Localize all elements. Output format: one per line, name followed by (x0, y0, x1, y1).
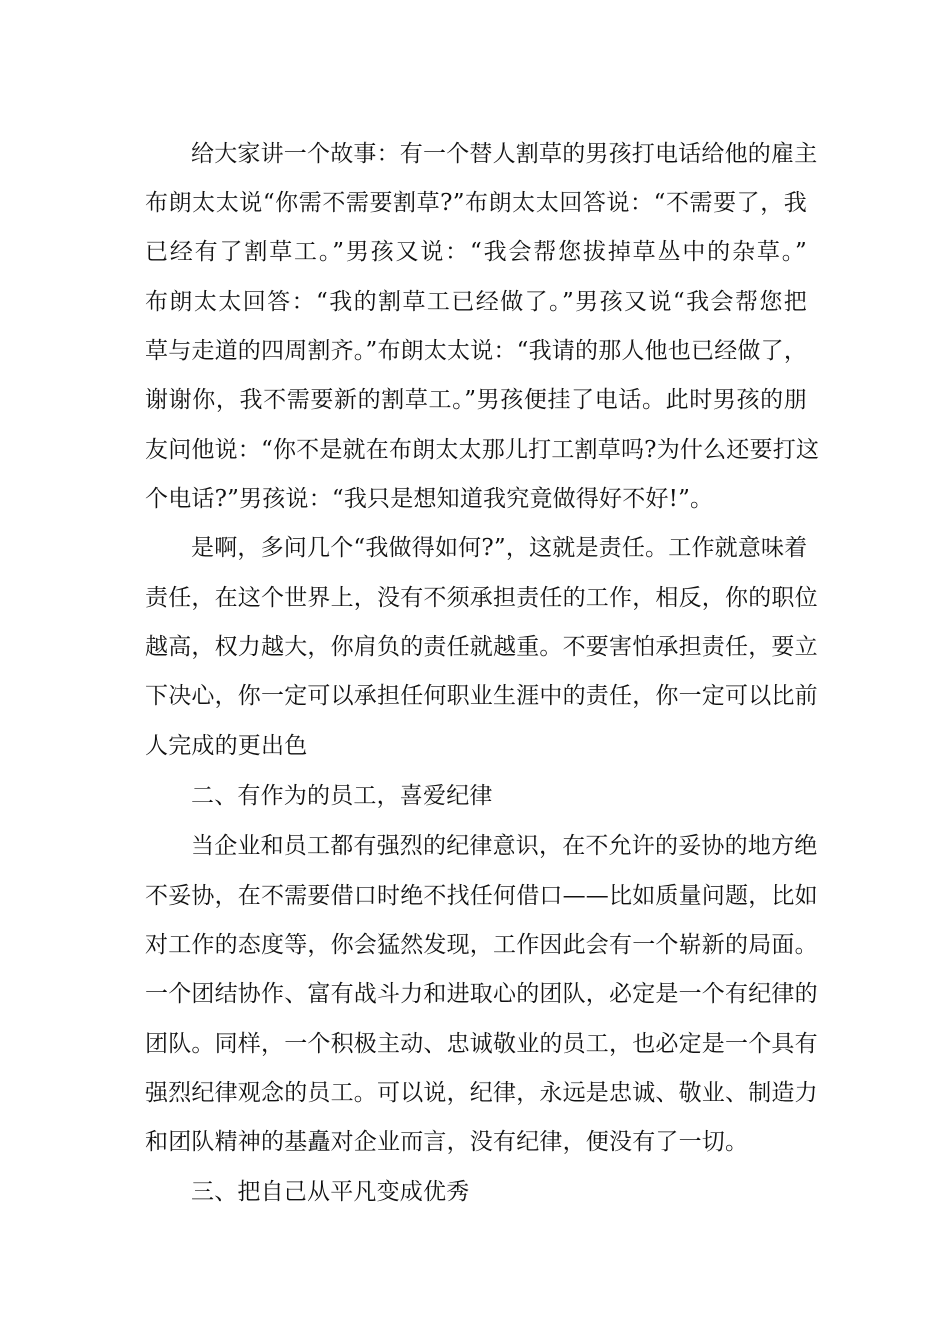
section-heading: 二、有作为的员工，喜爱纪律 (191, 783, 493, 809)
text-line: 布朗太太回答：“我的割草工已经做了。”男孩又说“我会帮您把 (145, 289, 807, 315)
text-line: 人完成的更出色 (145, 733, 308, 759)
text-line: 个电话?”男孩说：“我只是想知道我究竟做得好不好!”。 (145, 486, 714, 512)
text-line: 责任，在这个世界上，没有不须承担责任的工作，相反，你的职位 (145, 585, 818, 611)
text-line: 谢谢你，我不需要新的割草工。”男孩便挂了电话。此时男孩的朋 (145, 387, 807, 413)
text-line: 草与走道的四周割齐。”布朗太太说：“我请的那人他也已经做了， (145, 338, 808, 364)
text-line: 是啊，多问几个“我做得如何?”，这就是责任。工作就意味着 (191, 535, 808, 561)
text-line: 当企业和员工都有强烈的纪律意识，在不允许的妥协的地方绝 (191, 833, 818, 859)
text-line: 布朗太太说“你需不需要割草?”布朗太太回答说：“不需要了，我 (145, 190, 807, 216)
text-line: 和团队精神的基矗对企业而言，没有纪律，便没有了一切。 (145, 1129, 749, 1155)
text-line: 友问他说：“你不是就在布朗太太那儿打工割草吗?为什么还要打这 (145, 437, 820, 463)
text-line: 下决心，你一定可以承担任何职业生涯中的责任，你一定可以比前 (145, 683, 818, 709)
text-line: 团队。同样，一个积极主动、忠诚敬业的员工，也必定是一个具有 (145, 1031, 818, 1057)
text-line: 不妥协，在不需要借口时绝不找任何借口——比如质量问题，比如 (145, 883, 818, 909)
text-line: 已经有了割草工。”男孩又说：“我会帮您拔掉草丛中的杂草。” (145, 239, 807, 265)
text-line: 越高，权力越大，你肩负的责任就越重。不要害怕承担责任，要立 (145, 634, 818, 660)
text-line: 给大家讲一个故事：有一个替人割草的男孩打电话给他的雇主 (191, 141, 818, 167)
section-heading: 三、把自己从平凡变成优秀 (191, 1179, 470, 1205)
text-line: 强烈纪律观念的员工。可以说，纪律，永远是忠诚、敬业、制造力 (145, 1080, 818, 1106)
text-line: 一个团结协作、富有战斗力和进取心的团队，必定是一个有纪律的 (145, 981, 818, 1007)
text-line: 对工作的态度等，你会猛然发现，工作因此会有一个崭新的局面。 (145, 932, 818, 958)
